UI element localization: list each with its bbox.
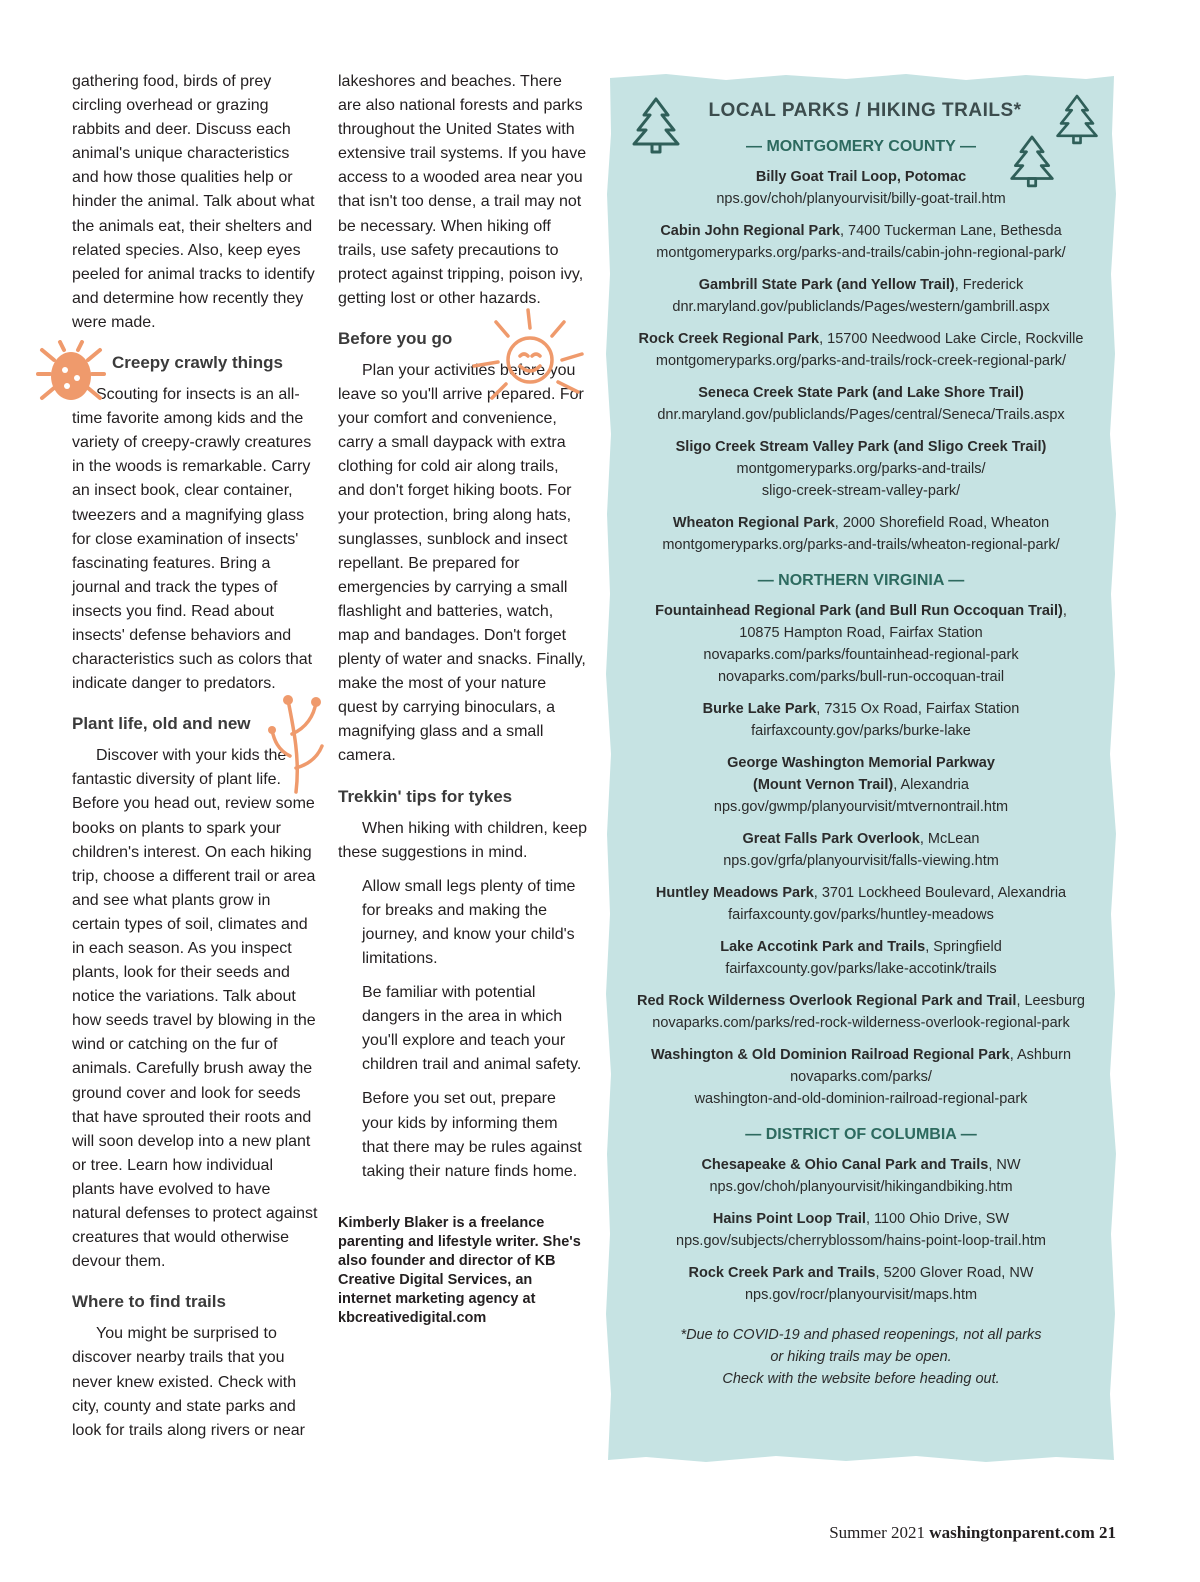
park-entry bbox=[606, 1208, 1116, 1252]
col1-plant-text: Discover with your kids the fantastic diversity of plant life. Before you head out, review some books on plants to spark your children's interest. On each hiking trip, choose a different trail or area and see what plants grow in certain types of soil, climates and in each season. As you inspect plants, look for their seeds and notice the variations. Talk about how seeds travel by blowing in the wind or catching on the fur of animals. Carefully brush away the ground cover and look for seeds that have sprouted their roots and will soon develop into a new plant or tree. Learn how individual plants have evolved to have natural defenses to protect against creatures that would otherwise devour them. bbox=[72, 747, 318, 1271]
park-url[interactable]: novaparks.com/parks/fountainhead-regional-park bbox=[703, 647, 1019, 663]
covid-note-line: *Due to COVID-19 and phased reopenings, not all parks bbox=[680, 1327, 1042, 1343]
park-name: Sligo Creek Stream Valley Park (and Sligo Creek Trail) bbox=[675, 439, 1047, 455]
park-url[interactable]: novaparks.com/parks/ bbox=[790, 1069, 932, 1085]
park-entry bbox=[606, 828, 1116, 872]
region-heading-virginia: — NORTHERN VIRGINIA — bbox=[757, 572, 965, 589]
park-url[interactable]: dnr.maryland.gov/publiclands/Pages/western/gambrill.aspx bbox=[672, 299, 1050, 315]
park-url[interactable]: nps.gov/rocr/planyourvisit/maps.htm bbox=[744, 1287, 978, 1303]
col1-where-text: You might be surprised to discover nearby trails that you never knew existed. Check with city, county and state parks and look for trails along rivers or near bbox=[72, 1325, 305, 1439]
park-url[interactable]: novaparks.com/parks/red-rock-wilderness-overlook-regional-park bbox=[652, 1015, 1070, 1031]
park-name: Burke Lake Park bbox=[702, 701, 817, 717]
park-name: Rock Creek Regional Park bbox=[638, 331, 820, 347]
park-entry bbox=[606, 752, 1116, 818]
park-detail: , 15700 Needwood Lake Circle, Rockville bbox=[819, 331, 1084, 347]
park-name: Billy Goat Trail Loop, Potomac bbox=[755, 169, 967, 185]
park-url[interactable]: montgomeryparks.org/parks-and-trails/wheaton-regional-park/ bbox=[662, 537, 1060, 553]
park-detail: , 2000 Shorefield Road, Wheaton bbox=[834, 515, 1050, 531]
park-name: Rock Creek Park and Trails bbox=[688, 1265, 876, 1281]
park-name: Great Falls Park Overlook bbox=[742, 831, 920, 847]
park-detail: , McLean bbox=[919, 831, 980, 847]
covid-note-line: or hiking trails may be open. bbox=[770, 1349, 952, 1365]
park-detail: , Springfield bbox=[925, 939, 1002, 955]
park-url[interactable]: novaparks.com/parks/bull-run-occoquan-trail bbox=[717, 669, 1005, 685]
author-bio: Kimberly Blaker is a freelance parenting and lifestyle writer. She's also founder and director of KB Creative Digital Services, an internet marketing agency at kbcreativedigital.com bbox=[338, 1214, 581, 1326]
parks-list bbox=[606, 100, 1116, 1390]
park-name: Wheaton Regional Park bbox=[672, 515, 835, 531]
park-url[interactable]: nps.gov/choh/planyourvisit/billy-goat-trail.htm bbox=[716, 191, 1006, 207]
park-detail: , 5200 Glover Road, NW bbox=[875, 1265, 1034, 1281]
park-entry bbox=[606, 1044, 1116, 1110]
park-address: 10875 Hampton Road, Fairfax Station bbox=[739, 625, 983, 641]
park-detail: , bbox=[1062, 603, 1067, 619]
park-entry bbox=[606, 990, 1116, 1034]
park-url[interactable]: montgomeryparks.org/parks-and-trails/cabin-john-regional-park/ bbox=[656, 245, 1066, 261]
park-entry bbox=[606, 600, 1116, 688]
park-entry bbox=[606, 436, 1116, 502]
park-detail: , NW bbox=[988, 1157, 1021, 1173]
park-name: Lake Accotink Park and Trails bbox=[720, 939, 926, 955]
tips-list bbox=[338, 875, 588, 1184]
park-name: Hains Point Loop Trail bbox=[712, 1211, 866, 1227]
col1-creepy-text: Scouting for insects is an all-time favorite among kids and the variety of creepy-crawly creatures in the woods is remarkable. Carry an insect book, clear container, tweezers and a magnifying glass for close examination of insects' fascinating features. Bring a journal and track the types of insects you find. Read about insects' defense behaviors and characteristics such as colors that indicate danger to predators. bbox=[72, 386, 313, 693]
park-url[interactable]: montgomeryparks.org/parks-and-trails/ bbox=[736, 461, 986, 477]
park-entry bbox=[606, 274, 1116, 318]
park-name: George Washington Memorial Parkway bbox=[727, 755, 995, 771]
park-entry bbox=[606, 936, 1116, 980]
park-entry bbox=[606, 220, 1116, 264]
heading-before-you-go: Before you go bbox=[338, 328, 453, 348]
park-entry bbox=[606, 382, 1116, 426]
park-name: Red Rock Wilderness Overlook Regional Park and Trail bbox=[637, 993, 1017, 1009]
col2-intro: lakeshores and beaches. There are also national forests and parks throughout the United States with extensive trail systems. If you have access to a wooded area near you that isn't too dense, a trail may not be necessary. When hiking off trails, use safety precautions to protect against tripping, poison ivy, getting lost or other hazards. bbox=[338, 73, 587, 307]
park-detail: , 3701 Lockheed Boulevard, Alexandria bbox=[813, 885, 1067, 901]
park-url[interactable]: montgomeryparks.org/parks-and-trails/rock-creek-regional-park/ bbox=[655, 353, 1067, 369]
sidebar-title: LOCAL PARKS / HIKING TRAILS* bbox=[708, 100, 1022, 121]
park-name: Washington & Old Dominion Railroad Regional Park bbox=[650, 1047, 1010, 1063]
page-number: 21 bbox=[1099, 1523, 1116, 1542]
heading-trekkin-tips: Trekkin' tips for tykes bbox=[338, 786, 513, 806]
col2-trekkin-text: When hiking with children, keep these suggestions in mind. bbox=[338, 819, 588, 861]
park-name: Chesapeake & Ohio Canal Park and Trails bbox=[701, 1157, 989, 1173]
park-entry bbox=[606, 512, 1116, 556]
park-detail: , Frederick bbox=[954, 277, 1024, 293]
park-name: Fountainhead Regional Park (and Bull Run Occoquan Trail) bbox=[655, 603, 1063, 619]
park-detail: , 7400 Tuckerman Lane, Bethesda bbox=[839, 223, 1062, 239]
park-name: Seneca Creek State Park (and Lake Shore Trail) bbox=[698, 385, 1024, 401]
tip-item: Before you set out, prepare your kids by informing them that there may be rules against taking their nature finds home. bbox=[362, 1090, 582, 1180]
park-name: Huntley Meadows Park bbox=[655, 885, 814, 901]
heading-creepy-crawly: Creepy crawly things bbox=[112, 353, 284, 373]
park-url[interactable]: nps.gov/gwmp/planyourvisit/mtvernontrail.htm bbox=[713, 799, 1009, 815]
park-name-continued: (Mount Vernon Trail) bbox=[753, 777, 894, 793]
park-entry bbox=[606, 328, 1116, 372]
tip-item: Be familiar with potential dangers in the area in which you'll explore and teach your children trail and animal safety. bbox=[362, 984, 582, 1074]
park-entry bbox=[606, 1154, 1116, 1198]
park-url[interactable]: fairfaxcounty.gov/parks/burke-lake bbox=[751, 723, 971, 739]
covid-note bbox=[606, 1324, 1116, 1390]
park-url[interactable]: nps.gov/grfa/planyourvisit/falls-viewing.htm bbox=[723, 853, 999, 869]
region-heading-dc: — DISTRICT OF COLUMBIA — bbox=[745, 1126, 977, 1143]
col2-before-text: Plan your activities before you leave so you'll arrive prepared. For your comfort and convenience, carry a small daypack with extra clothing for cold air along trails, and don't forget hiking boots. For your protection, bring along hats, sunglasses, sunblock and insect repellant. Be prepared for emergencies by carrying a small flashlight and batteries, watch, map and bandages. Don't forget plenty of water and snacks. Finally, make the most of your nature quest by carrying binoculars, a magnifying glass and a small camera. bbox=[338, 361, 586, 765]
bug-icon bbox=[36, 340, 106, 408]
park-detail: , Alexandria bbox=[893, 777, 969, 793]
sun-icon bbox=[468, 306, 592, 406]
park-url-continued[interactable]: sligo-creek-stream-valley-park/ bbox=[761, 483, 961, 499]
heading-where-trails: Where to find trails bbox=[72, 1292, 226, 1312]
park-detail: , 1100 Ohio Drive, SW bbox=[865, 1211, 1010, 1227]
park-url[interactable]: dnr.maryland.gov/publiclands/Pages/central/Seneca/Trails.aspx bbox=[657, 407, 1065, 423]
park-entry bbox=[606, 166, 1116, 210]
park-entry bbox=[606, 698, 1116, 742]
parks-sidebar bbox=[606, 74, 1116, 1462]
park-url[interactable]: fairfaxcounty.gov/parks/huntley-meadows bbox=[728, 907, 994, 923]
region-heading-montgomery: — MONTGOMERY COUNTY — bbox=[746, 138, 976, 155]
park-detail: , Ashburn bbox=[1009, 1047, 1072, 1063]
footer-site: washingtonparent.com bbox=[929, 1523, 1095, 1542]
park-url[interactable]: nps.gov/choh/planyourvisit/hikingandbiking.htm bbox=[709, 1179, 1013, 1195]
plant-icon bbox=[266, 690, 326, 794]
park-detail: , Leesburg bbox=[1016, 993, 1085, 1009]
park-url[interactable]: nps.gov/subjects/cherryblossom/hains-point-loop-trail.htm bbox=[676, 1233, 1046, 1249]
page-footer bbox=[829, 1523, 1116, 1543]
heading-plant-life: Plant life, old and new bbox=[72, 714, 251, 734]
park-url-continued[interactable]: washington-and-old-dominion-railroad-regional-park bbox=[694, 1091, 1028, 1107]
covid-note-line: Check with the website before heading out. bbox=[722, 1371, 1000, 1387]
park-name: Gambrill State Park (and Yellow Trail) bbox=[698, 277, 955, 293]
tip-item: Allow small legs plenty of time for breaks and making the journey, and know your child's limitations. bbox=[362, 877, 576, 967]
park-url[interactable]: fairfaxcounty.gov/parks/lake-accotink/trails bbox=[725, 961, 997, 977]
park-entry bbox=[606, 882, 1116, 926]
park-name: Cabin John Regional Park bbox=[660, 223, 840, 239]
park-entry bbox=[606, 1262, 1116, 1306]
col1-intro: gathering food, birds of prey circling overhead or grazing rabbits and deer. Discuss each animal's unique characteristics and how those qualities help or hinder the animal. Talk about what the animals eat, their shelters and related species. Also, keep eyes peeled for animal tracks to identify and determine how recently they were made. bbox=[72, 73, 315, 331]
park-detail: , 7315 Ox Road, Fairfax Station bbox=[816, 701, 1020, 717]
article-column-2 bbox=[338, 70, 588, 1328]
footer-issue: Summer 2021 bbox=[829, 1523, 926, 1542]
